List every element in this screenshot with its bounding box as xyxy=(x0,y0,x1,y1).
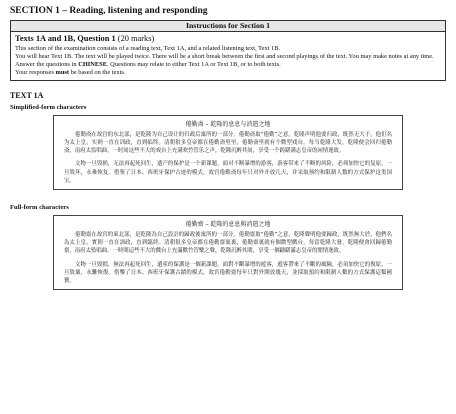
question-title-text: Texts 1A and 1B, Question 1 xyxy=(15,34,116,44)
simplified-title: 倦勤斋 – 乾隆的息息与消遣之地 xyxy=(185,120,271,128)
instruction-line: This section of the examination consists of a reading text, Text 1A, and a related listening text, Text 1B. xyxy=(15,44,281,52)
instructions-box xyxy=(10,20,446,81)
answer-suffix: . Questions may relate to either Text 1A or Text 1B, or to both texts. xyxy=(106,61,281,69)
response-must: must xyxy=(55,69,70,77)
full-form-paragraph: 倦勤齋在故宮的東北部，是乾隆為自己設計的歸政後寓所的一部分。倦勤齋取“倦勤”之意，乾隆聲明他要歸政，既然無大於，他們名為太上皇，實則一直在訓政，直到臨終。清朝很多皇帝都在倦勤齋裏裏，倦勤齋裏就有個微型戲台。每當乾隆大發，乾隆便會回歸倦勤齋，南府太監唱曲。一時間這些不大的戲台上充滿歡竹管樂之聲，乾隆沉醉其間，享受一個躊躇滿志皇帝的閒情逸致。 xyxy=(64,232,392,255)
response-line xyxy=(15,69,441,77)
full-form-paragraph: 文物一旦毀損，無法再起死回生，遺產的保護是一個新課題。面對不斷暴增的遊客，遊客帶來了不斷的風險，必須加快它的復原，一旦毀壞，永難恢復。借鑒了日本、西班牙保護古蹟的模式，故宮倦勤齋每年只對外開放幾天，並採取預約和限制人數的方式保護這類國寶。 xyxy=(64,261,392,285)
simplified-text-box xyxy=(53,115,403,190)
answer-language-line xyxy=(15,61,441,69)
response-suffix: be based on the texts. xyxy=(69,69,126,77)
text-1a-label: TEXT 1A xyxy=(10,90,44,100)
simplified-paragraph: 文物一旦毁损，无法再起死回生，遗产的保护是一个新课题。面对不断暴增的游客，游客带来了不断的风险，必须加快它的复原，一旦毁坏，永难恢复。借鉴了日本、西班牙保护古迹的模式，故宫倦勤斋每年只对外开放几天，并采取预约和限制人数的方式保护这类国宝。 xyxy=(64,161,392,184)
full-form-label: Full-form characters xyxy=(10,204,69,211)
question-marks: (20 marks) xyxy=(117,34,155,44)
simplified-paragraph: 倦勤斋在故宫的东北部，是乾隆为自己设计的归政后寓所的一部分。倦勤斋取“倦勤”之意，乾隆声明他要归政，既然无大于，他们名为太上皇，实则一直在训政，直到临终。清朝很多皇帝都在倦勤斋里里，倦勤斋里就有个微型戏台。每当乾隆大发，乾隆便会回归倦勤斋，南府太监唱曲。一时间这些不大的戏台上充满欢竹管乐之声，乾隆沉醉其间，享受一个踌躇满志皇帝的闲情逸致。 xyxy=(64,131,392,155)
question-title xyxy=(15,35,441,43)
full-form-text-box xyxy=(53,215,403,290)
answer-prefix: Answer the questions in xyxy=(15,61,79,69)
answer-language: CHINESE xyxy=(78,61,107,69)
response-prefix: Your responses xyxy=(15,69,56,77)
section-title: SECTION 1 – Reading, listening and responding xyxy=(10,6,208,16)
full-form-title: 倦勤齋 – 乾隆的息息與消遣之地 xyxy=(185,221,271,228)
instruction-line: You will hear Text 1B. The text will be played twice. There will be a short break between the first and second playings of the text. You may make notes at any time. xyxy=(15,52,434,60)
instructions-body xyxy=(11,32,445,79)
instructions-heading: Instructions for Section 1 xyxy=(11,21,445,32)
spacer xyxy=(10,190,446,200)
simplified-label: Simplified-form characters xyxy=(10,103,87,111)
